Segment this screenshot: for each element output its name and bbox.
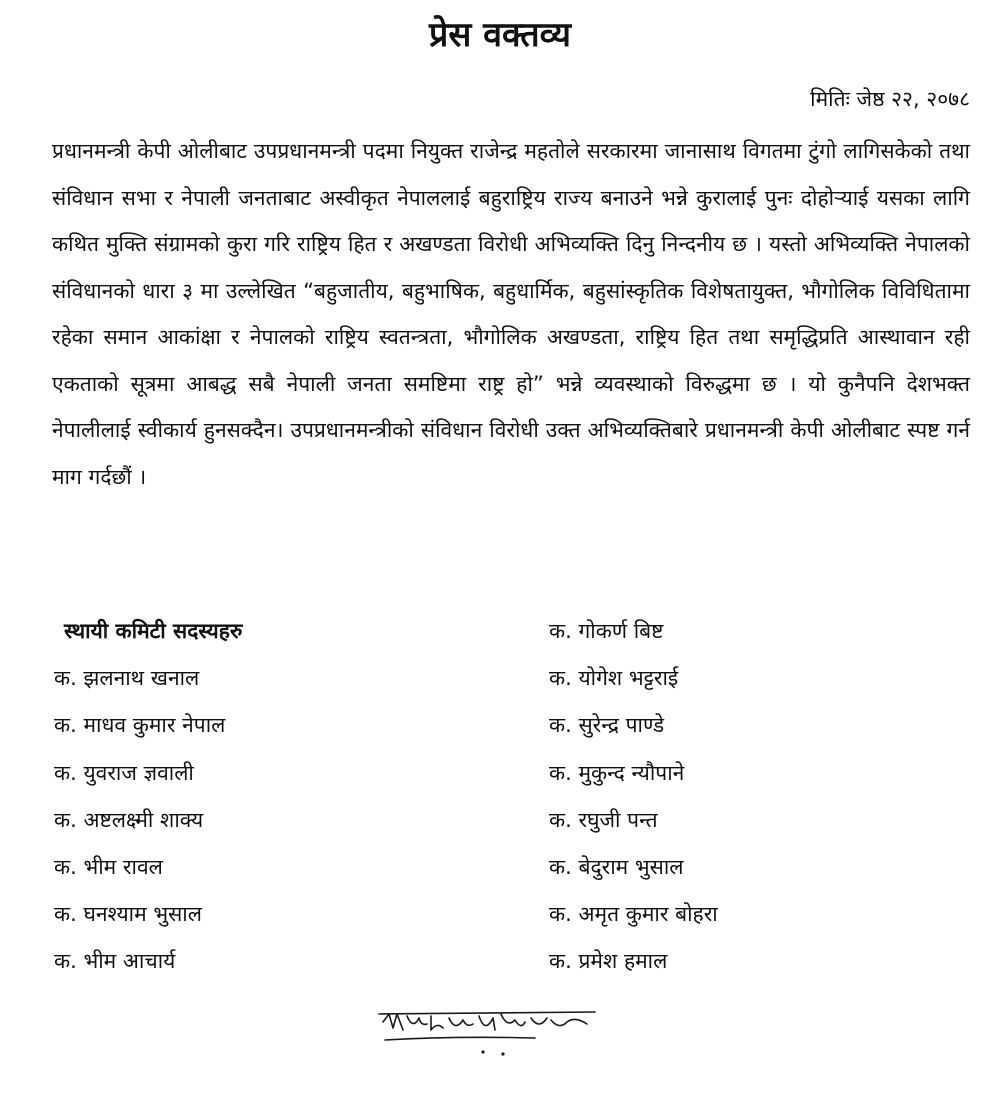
member-name: क. भीम रावल [54,854,163,879]
statement-body [52,128,970,500]
member-name: क. मुकुन्द न्यौपाने [549,760,685,785]
member-name: क. घनश्याम भुसाल [54,902,202,927]
member-name: क. अमृत कुमार बोहरा [549,902,718,927]
document-date: मितिः जेष्ठ २२, २०७८ [810,87,970,111]
member-name: क. माधव कुमार नेपाल [54,713,226,738]
member-name: क. बेदुराम भुसाल [549,854,684,879]
member-name: क. झलनाथ खनाल [54,666,200,691]
member-name: क. भीम आचार्य [54,949,176,974]
member-name: क. युवराज ज्ञवाली [54,760,194,785]
member-name: क. योगेश भट्टराई [549,666,679,691]
members-right-column [549,608,969,986]
document-title: प्रेस वक्तव्य [428,15,572,55]
handwritten-signature [375,1000,615,1070]
member-name: क. सुरेन्द्र पाण्डे [549,713,665,738]
member-name: क. रघुजी पन्त [549,807,658,832]
members-heading: स्थायी कमिटी सदस्यहरु [64,619,243,643]
statement-paragraph: प्रधानमन्त्री केपी ओलीबाट उपप्रधानमन्त्री पदमा नियुक्त राजेन्द्र महतोले सरकारमा जानासाथ विगतमा टुंगो लागिसकेको तथा संविधान सभा र नेपाली जनताबाट अस्वीकृत नेपाललाई बहुराष्ट्रिय राज्य बनाउने भन्ने कुरालाई पुनः दोहोऱ्याई यसका लागि कथित मुक्ति संग्रामको कुरा गरि राष्ट्रिय हित र अखण्डता विरोधी अभिव्यक्ति दिनु निन्दनीय छ । यस्तो अभिव्यक्ति नेपालको संविधानको धारा ३ मा उल्लेखित “बहुजातीय, बहुभाषिक, बहुधार्मिक, बहुसांस्कृतिक विशेषतायुक्त, भौगोलिक विविधितामा रहेका समान आकांक्षा र नेपालको राष्ट्रिय स्वतन्त्रता, भौगोलिक अखण्डता, राष्ट्रिय हित तथा समृद्धिप्रति आस्थावान रही एकताको सूत्रमा आबद्ध सबै नेपाली जनता समष्टिमा राष्ट्र हो” भन्ने व्यवस्थाको विरुद्धमा छ । यो कुनैपनि देशभक्त नेपालीलाई स्वीकार्य हुनसक्दैन। उपप्रधानमन्त्रीको संविधान विरोधी उक्त अभिव्यक्तिबारे प्रधानमन्त्री केपी ओलीबाट स्पष्ट गर्न माग गर्दछौं । [52,139,970,489]
member-name: क. अष्टलक्ष्मी शाक्य [54,807,204,832]
member-name: क. प्रमेश हमाल [549,949,668,974]
members-left-column [54,608,474,986]
member-name: क. गोकर्ण बिष्ट [549,619,664,643]
